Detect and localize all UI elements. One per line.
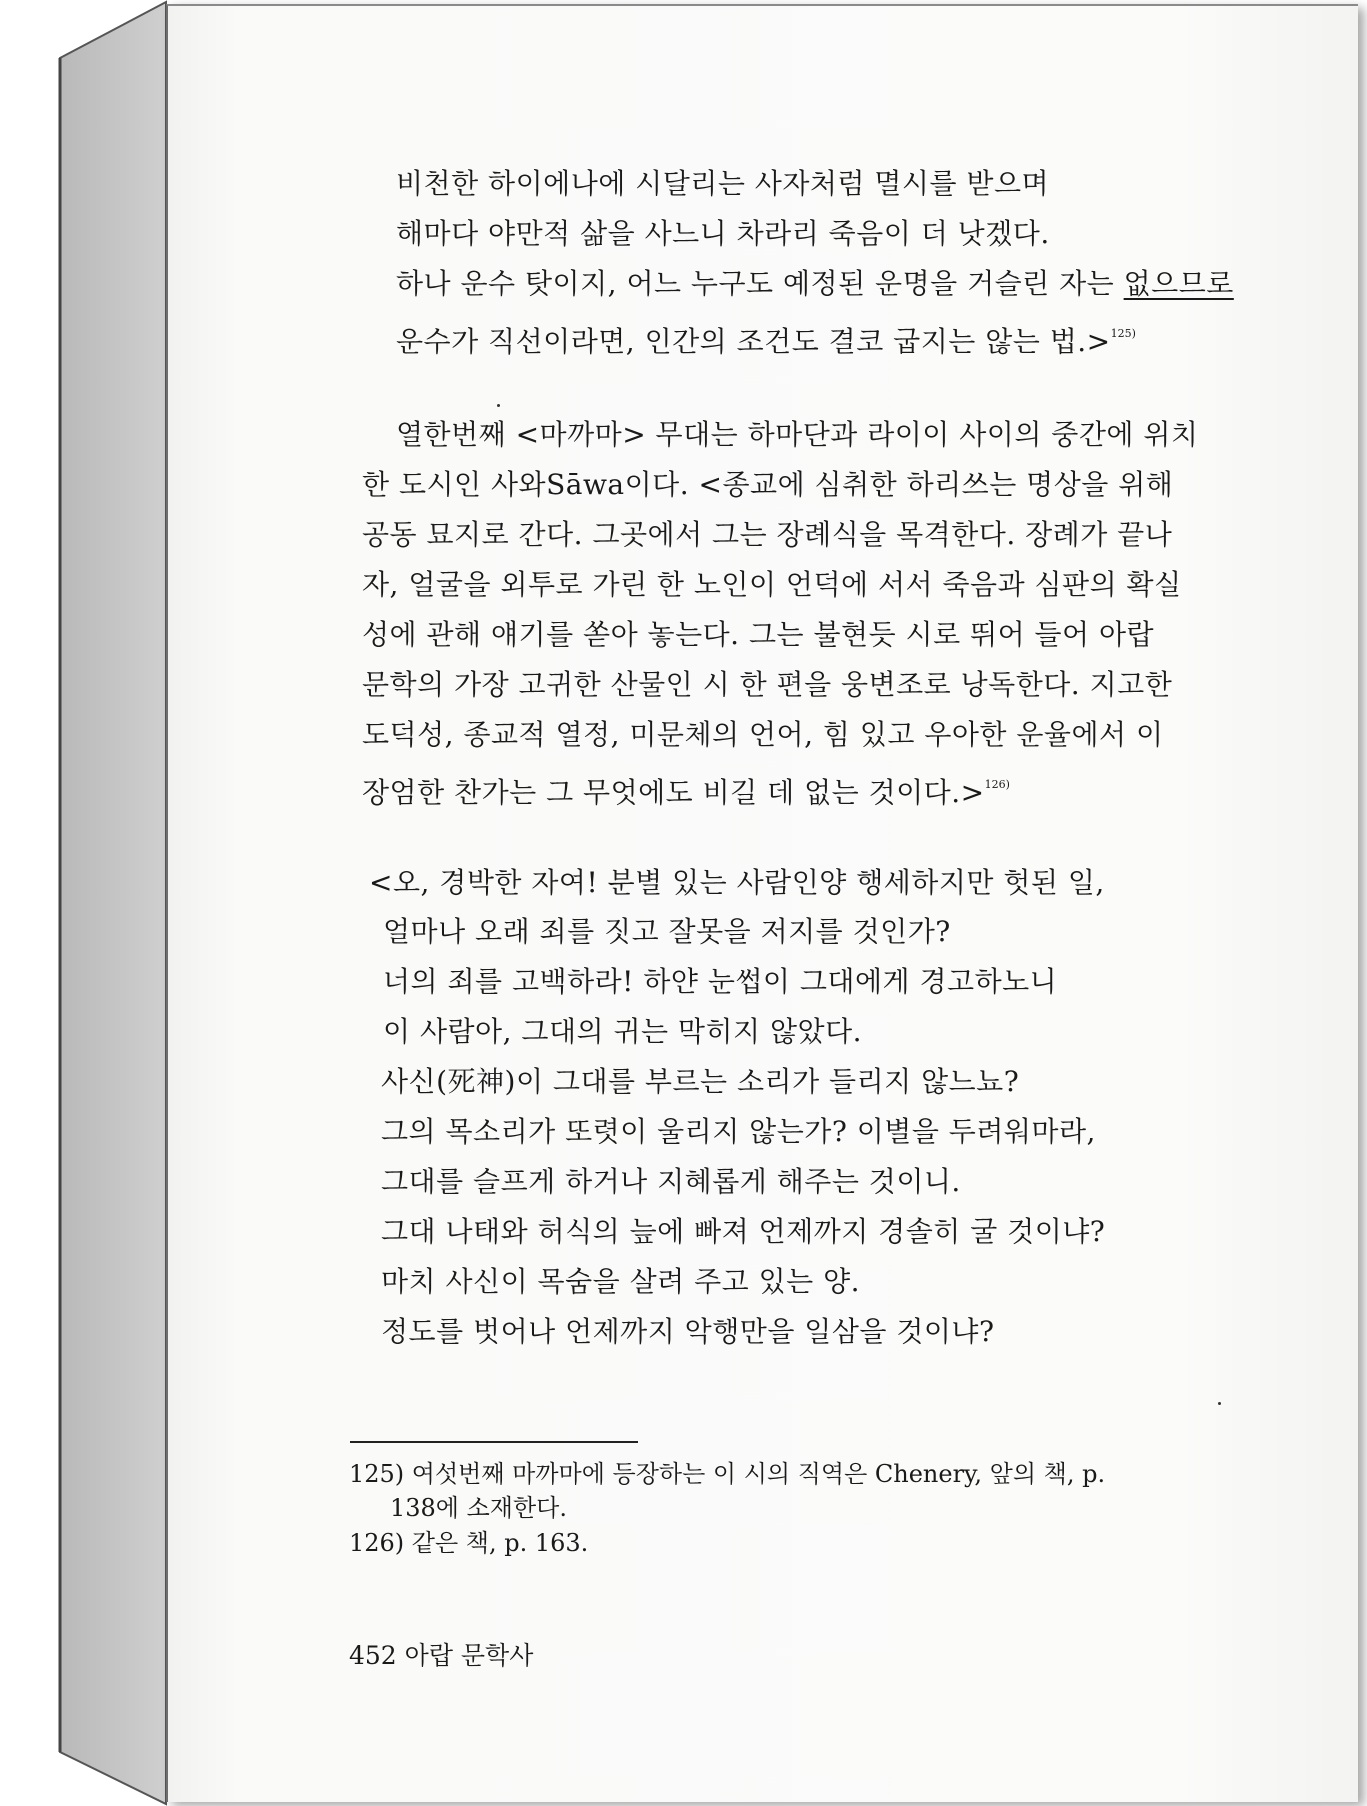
paragraph-line: 문학의 가장 고귀한 산물인 시 한 편을 웅변조로 낭독한다. 지고한 [362, 668, 1173, 701]
paragraph-line: 장엄한 찬가는 그 무엇에도 비길 데 없는 것이다.>$^{126)}$ [362, 776, 1010, 809]
footnote-ref: 125) [1110, 327, 1136, 340]
paragraph-line: 도덕성, 종교적 열정, 미문체의 언어, 힘 있고 우아한 운율에서 이 [362, 718, 1164, 751]
footnote-125-continued: 138에 소재한다. [390, 1494, 567, 1522]
poem-line: 정도를 벗어나 언제까지 악행만을 일삼을 것이냐? [381, 1315, 995, 1348]
poem-line: 그대 나태와 허식의 늪에 빠져 언제까지 경솔히 굴 것이냐? [381, 1215, 1106, 1248]
poem-line: 이 사람아, 그대의 귀는 막히지 않았다. [383, 1015, 863, 1048]
underlined-text: 없으므로 [1123, 267, 1234, 300]
poem-line: 얼마나 오래 죄를 짓고 잘못을 저지를 것인가? [383, 915, 951, 948]
footnote-126: 126) 같은 책, p. 163. [349, 1529, 589, 1557]
poem-line: 그의 목소리가 또렷이 울리지 않는가? 이별을 두려워마라, [381, 1115, 1096, 1148]
poem-line: 하나 운수 탓이지, 어느 누구도 예정된 운명을 거슬린 자는 없으므로 [396, 267, 1234, 300]
page-footer: 452 아랍 문학사 [349, 1641, 534, 1670]
poem-line: 너의 죄를 고백하라! 하얀 눈썹이 그대에게 경고하노니 [383, 965, 1058, 998]
footnote-125: 125) 여섯번째 마까마에 등장하는 이 시의 직역은 Chenery, 앞의 책, p. [349, 1460, 1106, 1488]
paragraph-line: 성에 관해 얘기를 쏟아 놓는다. 그는 불현듯 시로 뛰어 들어 아랍 [362, 618, 1155, 651]
poem-line: 마치 사신이 목숨을 살려 주고 있는 양. [381, 1265, 861, 1298]
poem-line: 운수가 직선이라면, 인간의 조건도 결코 굽지는 않는 법.>$^{125)}$ [396, 325, 1136, 358]
poem-line: 그대를 슬프게 하거나 지혜롭게 해주는 것이니. [381, 1165, 961, 1198]
paragraph-line: 한 도시인 사와Sāwa이다. <종교에 심취한 하리쓰는 명상을 위해 [362, 468, 1174, 501]
paragraph-line: 열한번째 <마까마> 무대는 하마단과 라이이 사이의 중간에 위치 [396, 418, 1199, 451]
poem-line: 해마다 야만적 삶을 사느니 차라리 죽음이 더 낫겠다. [396, 217, 1050, 250]
poem-line: <오, 경박한 자여! 분별 있는 사람인양 행세하지만 헛된 일, [369, 866, 1105, 899]
poem-line: 사신(死神)이 그대를 부르는 소리가 들리지 않느뇨? [381, 1065, 1020, 1098]
scan-speck [497, 404, 500, 407]
poem-line: 비천한 하이에나에 시달리는 사자처럼 멸시를 받으며 [396, 167, 1050, 200]
footnote-divider [350, 1441, 638, 1443]
footnote-ref: 126) [984, 778, 1010, 791]
paragraph-line: 자, 얼굴을 외투로 가린 한 노인이 언덕에 서서 죽음과 심판의 확실 [362, 568, 1182, 601]
scan-speck [1218, 1402, 1221, 1405]
paragraph-line: 공동 묘지로 간다. 그곳에서 그는 장례식을 목격한다. 장례가 끝나 [362, 518, 1173, 551]
